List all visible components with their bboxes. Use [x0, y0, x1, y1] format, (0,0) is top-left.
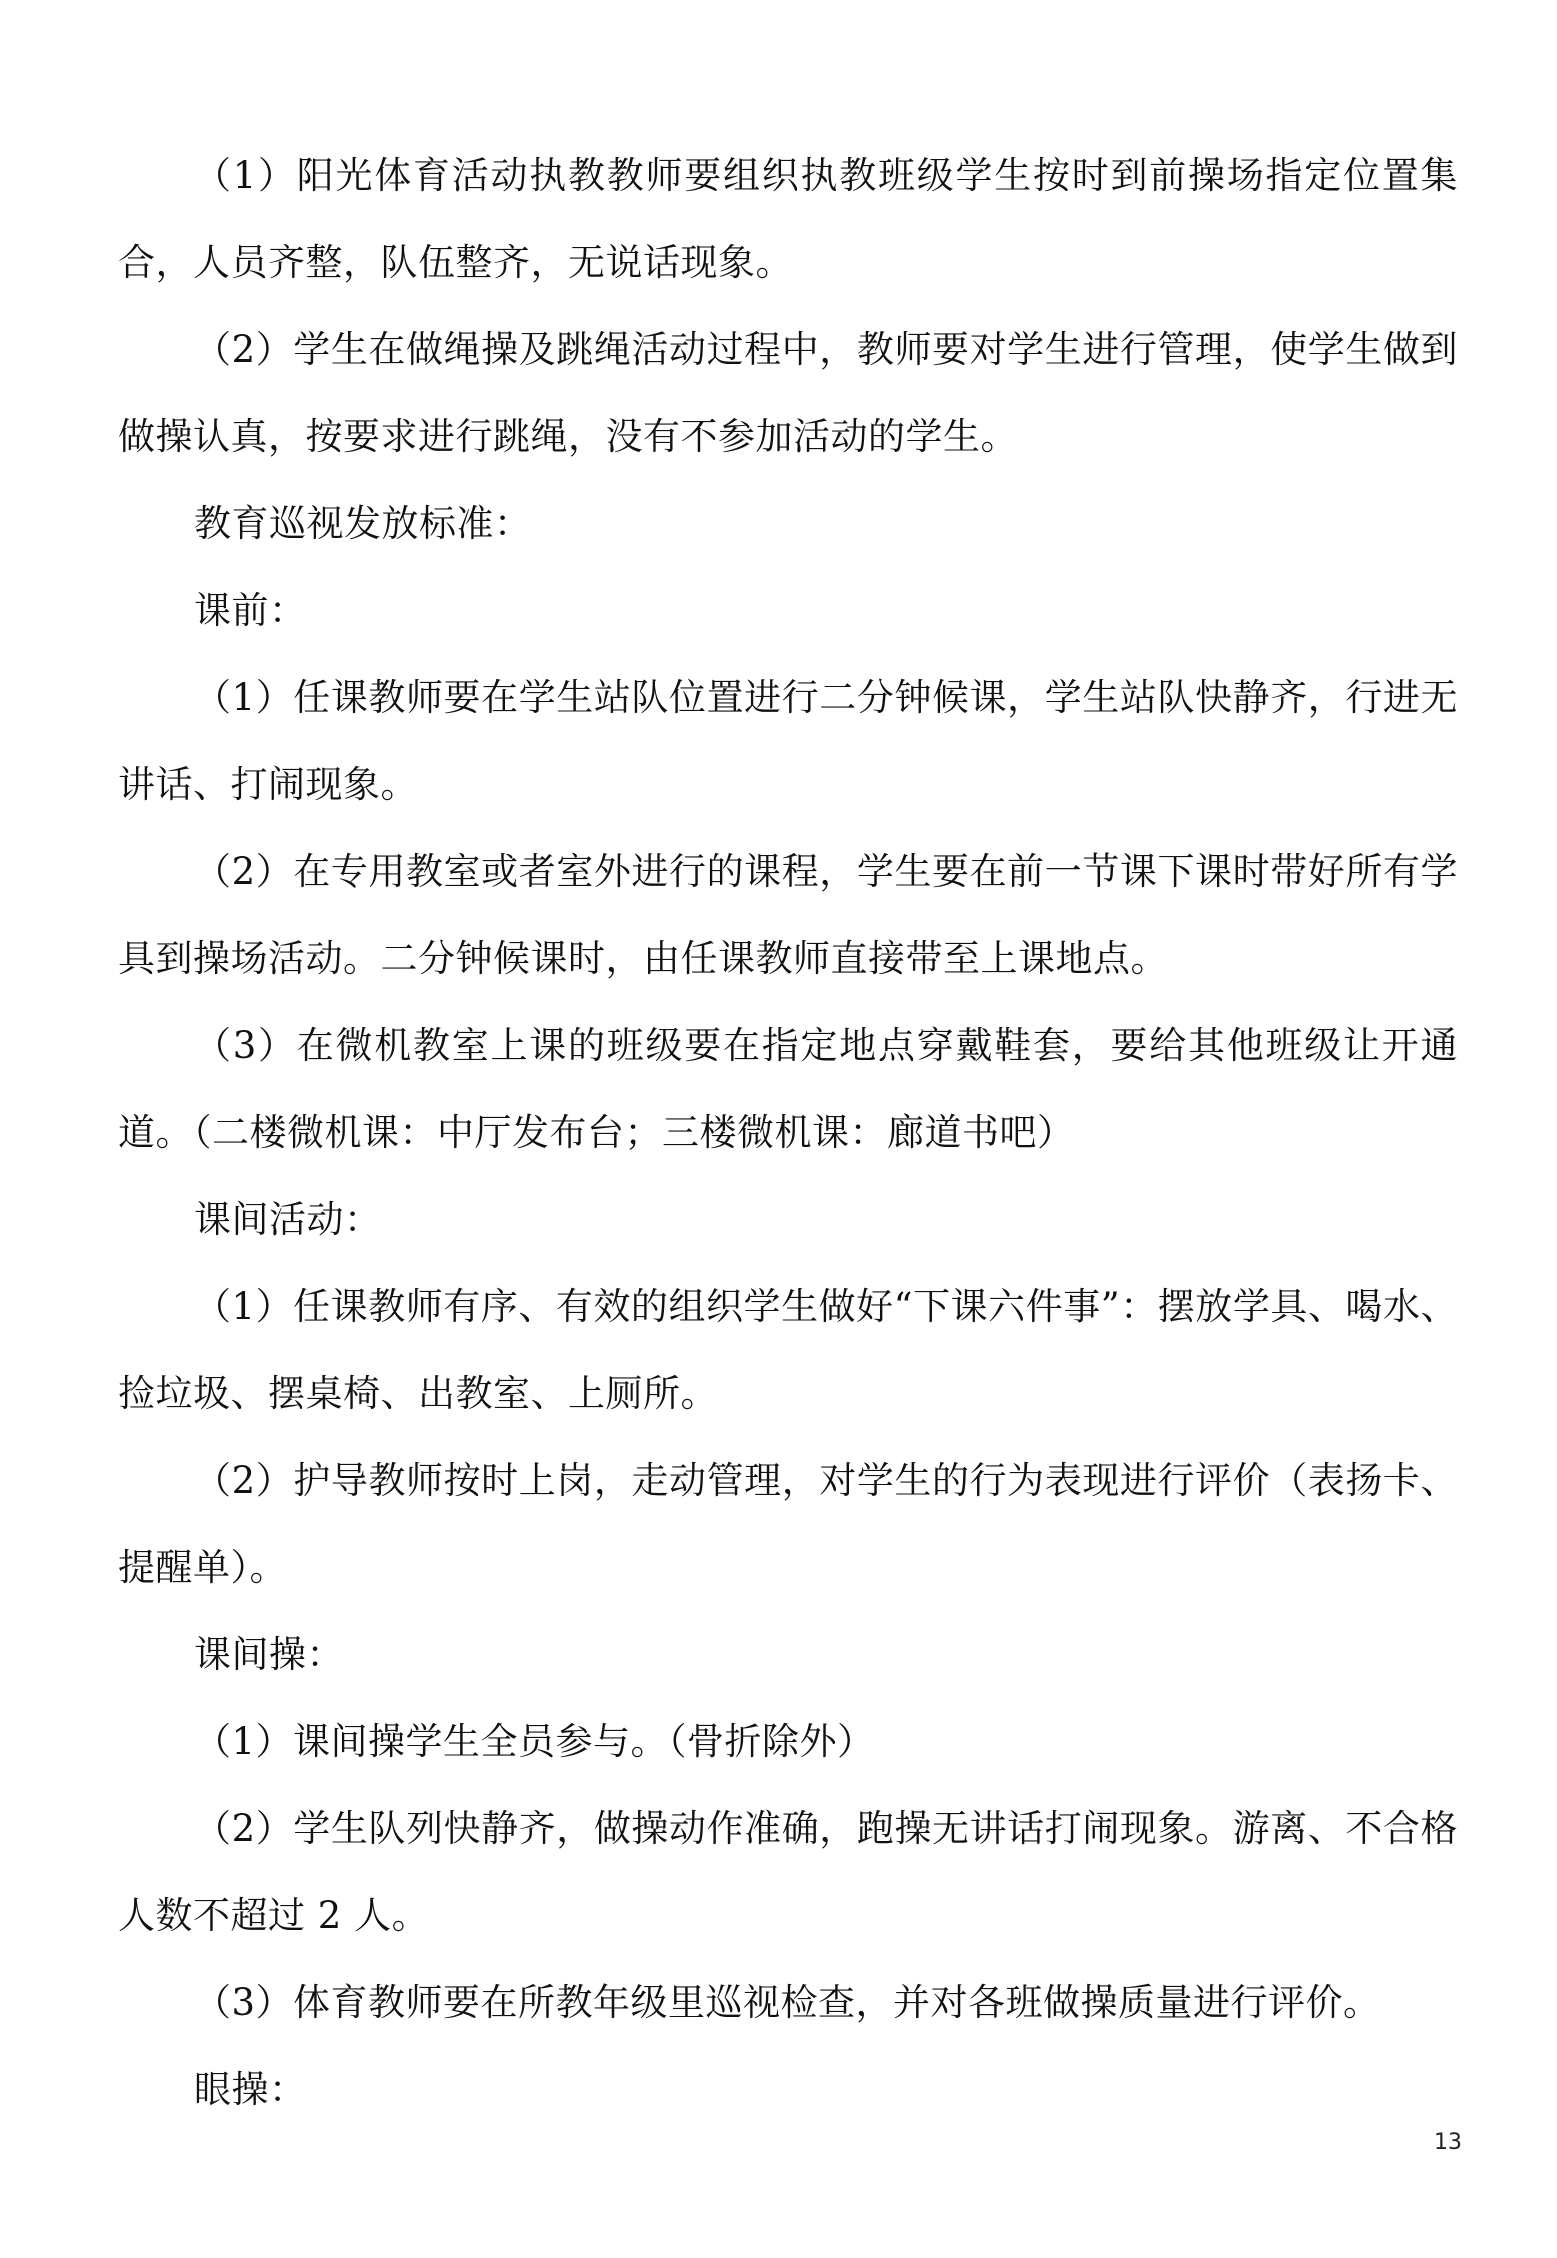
heading-inspection-standards: 教育巡视发放标准：	[194, 502, 532, 545]
page-number: 13	[1434, 2130, 1462, 2155]
paragraph-rope-exercise-management: （2）学生在做绳操及跳绳活动过程中，教师要对学生进行管理，使学生做到做操认真，按要求进行跳绳，没有不参加活动的学生。	[118, 328, 1458, 458]
paragraph-six-things: （1）任课教师有序、有效的组织学生做好“下课六件事”：摆放学具、喝水、捡垃圾、摆桌椅、出教室、上厕所。	[118, 1285, 1458, 1415]
paragraph-sunshine-sports-assembly: （1）阳光体育活动执教教师要组织执教班级学生按时到前操场指定位置集合，人员齐整，队伍整齐，无说话现象。	[118, 154, 1458, 284]
paragraph-queue-quality: （2）学生队列快静齐，做操动作准确，跑操无讲话打闹现象。游离、不合格人数不超过 2 人。	[118, 1807, 1458, 1937]
heading-break-exercise: 课间操：	[194, 1633, 344, 1676]
paragraph-duty-teacher: （2）护导教师按时上岗，走动管理，对学生的行为表现进行评价（表扬卡、提醒单）。	[118, 1459, 1458, 1589]
paragraph-two-minute-waiting: （1）任课教师要在学生站队位置进行二分钟候课，学生站队快静齐，行进无讲话、打闹现象。	[118, 676, 1458, 806]
heading-break-activities: 课间活动：	[194, 1198, 382, 1241]
paragraph-computer-room: （3）在微机教室上课的班级要在指定地点穿戴鞋套，要给其他班级让开通道。（二楼微机课：中厅发布台；三楼微机课：廊道书吧）	[118, 1024, 1458, 1154]
heading-eye-exercise: 眼操：	[194, 2068, 307, 2111]
heading-before-class: 课前：	[194, 589, 307, 632]
paragraph-special-classroom: （2）在专用教室或者室外进行的课程，学生要在前一节课下课时带好所有学具到操场活动。二分钟候课时，由任课教师直接带至上课地点。	[118, 850, 1458, 980]
paragraph-full-participation: （1）课间操学生全员参与。（骨折除外）	[194, 1720, 875, 1763]
paragraph-pe-teacher-inspection: （3）体育教师要在所教年级里巡视检查，并对各班做操质量进行评价。	[194, 1981, 1381, 2024]
document-body	[118, 132, 1458, 2133]
